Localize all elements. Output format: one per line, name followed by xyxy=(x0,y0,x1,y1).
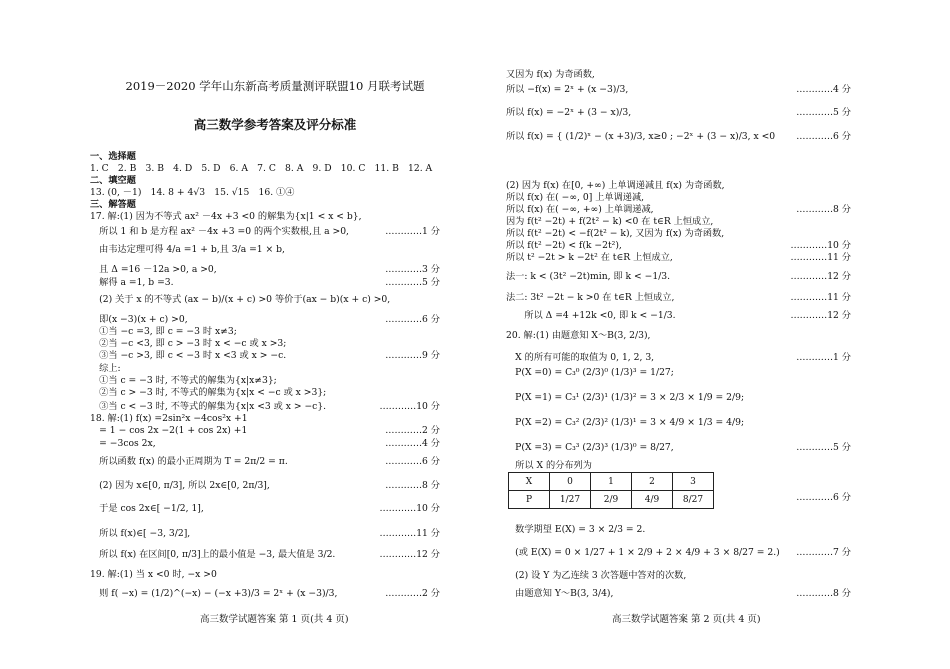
table-cell: 4/9 xyxy=(632,491,673,509)
line-text: 所以函数 f(x) 的最小正周期为 T = 2π/2 = π. xyxy=(90,456,288,467)
table-cell: 1 xyxy=(591,473,632,491)
table-row xyxy=(509,491,714,509)
line-text: 解得 a =1, b =3. xyxy=(90,277,174,288)
score-marker: …………11 分 xyxy=(790,252,851,263)
score-marker: …………4 分 xyxy=(796,84,851,95)
score-marker: …………8 分 xyxy=(385,480,440,491)
table-cell: 2/9 xyxy=(591,491,632,509)
score-marker: …………1 分 xyxy=(385,226,440,237)
line-text: 又因为 f(x) 为奇函数, xyxy=(506,69,595,80)
line-text: 所以 −f(x) = 2ˣ + (x −3)/3, xyxy=(506,84,629,95)
line-text: X 的所有可能的取值为 0, 1, 2, 3, xyxy=(506,352,655,363)
table-cell: X xyxy=(509,473,550,491)
line-text: ①当 −c =3, 即 c = −3 时 x≠3; xyxy=(90,326,237,337)
line-text: 所以 1 和 b 是方程 ax² －4x +3 =0 的两个实数根,且 a >0, xyxy=(90,226,349,237)
line-text: 综上: xyxy=(90,363,121,374)
score-marker: …………4 分 xyxy=(385,438,440,449)
line-text: 1. C 2. B 3. B 4. D 5. D 6. A 7. C 8. A 9. D 10. C 11. B 12. A xyxy=(90,163,433,174)
line-text: 一、选择题 xyxy=(90,151,136,162)
score-marker: …………10 分 xyxy=(379,401,440,412)
distribution-table xyxy=(508,472,714,509)
line-text: 数学期望 E(X) = 3 × 2/3 = 2. xyxy=(506,524,646,535)
line-text: 所以 f(x) 在区间[0, π/3]上的最小值是 −3, 最大值是 3/2. xyxy=(90,549,336,560)
line-text: (2) 设 Y 为乙连续 3 次答题中答对的次数, xyxy=(506,570,687,581)
line-text: P(X =2) = C₃² (2/3)² (1/3)¹ = 3 × 4/9 × 1/3 = 4/9; xyxy=(506,417,745,428)
line-text: 所以 t² −2t > k −2t² 在 t∈R 上恒成立, xyxy=(506,252,673,263)
score-marker: …………2 分 xyxy=(385,425,440,436)
line-text: 所以 f(t² −2t) < −f(2t² − k), 又因为 f(x) 为奇函数, xyxy=(506,228,725,239)
score-marker: …………10 分 xyxy=(790,240,851,251)
answer-key-subtitle: 高三数学参考答案及评分标准 xyxy=(193,117,357,132)
line-text: (2) 关于 x 的不等式 (ax − b)/(x + c) >0 等价于(ax − b)(x + c) >0, xyxy=(90,294,391,305)
line-text: (或 E(X) = 0 × 1/27 + 1 × 2/9 + 2 × 4/9 + 3 × 8/27 = 2.) xyxy=(506,547,780,558)
line-text: 法二: 3t² −2t − k >0 在 t∈R 上恒成立, xyxy=(506,292,675,303)
line-text: 法一: k < (3t² −2t)min, 即 k < −1/3. xyxy=(506,271,671,282)
line-text: 17. 解:(1) 因为不等式 ax² －4x +3 <0 的解集为{x|1 < x < b}, xyxy=(90,211,362,222)
line-text: ②当 −c <3, 即 c > −3 时 x < −c 或 x >3; xyxy=(90,338,287,349)
line-text: (2) 因为 f(x) 在[0, +∞) 上单调递减且 f(x) 为奇函数, xyxy=(506,180,725,191)
score-marker: …………8 分 xyxy=(796,204,851,215)
table-row xyxy=(509,473,714,491)
line-text: ②当 c > −3 时, 不等式的解集为{x|x < −c 或 x >3}; xyxy=(90,387,327,398)
line-text: 13. (0, －1) 14. 8 + 4√3 15. √15 16. ①④ xyxy=(90,187,295,198)
line-text: 由韦达定理可得 4/a =1 + b,且 3/a =1 × b, xyxy=(90,244,285,255)
table-cell: 8/27 xyxy=(673,491,714,509)
line-text: ③当 −c >3, 即 c < −3 时 x <3 或 x > −c. xyxy=(90,350,287,361)
score-marker: …………5 分 xyxy=(385,277,440,288)
page-footer-left: 高三数学试题答案 第 1 页(共 4 页) xyxy=(200,614,349,625)
table-cell: 3 xyxy=(673,473,714,491)
line-text: 所以 f(x)∈[ −3, 3/2], xyxy=(90,528,191,539)
score-marker: …………12 分 xyxy=(790,310,851,321)
score-marker: …………6 分 xyxy=(385,314,440,325)
score-marker: …………5 分 xyxy=(796,107,851,118)
line-text: 所以 f(x) = { (1/2)ˣ − (x +3)/3, x≥0 ; −2ˣ + (3 − x)/3, x <0 xyxy=(506,131,776,142)
score-marker: …………12 分 xyxy=(790,271,851,282)
score-marker: …………6 分 xyxy=(385,456,440,467)
table-cell: 1/27 xyxy=(550,491,591,509)
line-text: 20. 解:(1) 由题意知 X～B(3, 2/3), xyxy=(506,330,651,341)
line-text: 则 f( −x) = (1/2)^(−x) − (−x +3)/3 = 2ˣ + (x −3)/3, xyxy=(90,588,338,599)
table-cell: P xyxy=(509,491,550,509)
line-text: 且 Δ =16 －12a >0, a >0, xyxy=(90,264,217,275)
line-text: (2) 因为 x∈[0, π/3], 所以 2x∈[0, 2π/3], xyxy=(90,480,270,491)
line-text: ③当 c < −3 时, 不等式的解集为{x|x <3 或 x > −c}. xyxy=(90,401,327,412)
score-marker: …………6 分 xyxy=(796,492,851,503)
score-marker: …………7 分 xyxy=(796,547,851,558)
score-marker: …………2 分 xyxy=(385,588,440,599)
score-marker: …………8 分 xyxy=(796,588,851,599)
table-cell: 0 xyxy=(550,473,591,491)
line-text: 所以 f(x) 在( −∞, +∞) 上单调递减, xyxy=(506,204,654,215)
line-text: 所以 Δ =4 +12k <0, 即 k < −1/3. xyxy=(506,310,676,321)
score-marker: …………10 分 xyxy=(379,503,440,514)
line-text: P(X =3) = C₃³ (2/3)³ (1/3)⁰ = 8/27, xyxy=(506,442,674,453)
page-footer-right: 高三数学试题答案 第 2 页(共 4 页) xyxy=(612,614,761,625)
line-text: 19. 解:(1) 当 x <0 时, −x >0 xyxy=(90,569,217,580)
line-text: 因为 f(t² −2t) + f(2t² − k) <0 在 t∈R 上恒成立, xyxy=(506,216,714,227)
line-text: ①当 c = −3 时, 不等式的解集为{x|x≠3}; xyxy=(90,375,277,386)
score-marker: …………1 分 xyxy=(796,352,851,363)
line-text: = 1 − cos 2x −2(1 + cos 2x) +1 xyxy=(90,425,248,436)
line-text: P(X =1) = C₃¹ (2/3)¹ (1/3)² = 3 × 2/3 × 1/9 = 2/9; xyxy=(506,392,745,403)
line-text: 由题意知 Y～B(3, 3/4), xyxy=(506,588,614,599)
line-text: 所以 f(x) 在( −∞, 0] 上单调递减, xyxy=(506,192,645,203)
score-marker: …………3 分 xyxy=(385,264,440,275)
score-marker: …………11 分 xyxy=(379,528,440,539)
score-marker: …………12 分 xyxy=(379,549,440,560)
line-text: = −3cos 2x, xyxy=(90,438,156,449)
score-marker: …………5 分 xyxy=(796,442,851,453)
exam-title: 2019－2020 学年山东新高考质量测评联盟10 月联考试题 xyxy=(125,79,425,93)
score-marker: …………9 分 xyxy=(385,350,440,361)
table-cell: 2 xyxy=(632,473,673,491)
line-text: 所以 X 的分布列为 xyxy=(506,460,592,471)
score-marker: …………6 分 xyxy=(796,131,851,142)
line-text: P(X =0) = C₃⁰ (2/3)⁰ (1/3)³ = 1/27; xyxy=(506,367,674,378)
line-text: 二、填空题 xyxy=(90,175,136,186)
line-text: 三、解答题 xyxy=(90,199,136,210)
line-text: 所以 f(t² −2t) < f(k −2t²), xyxy=(506,240,622,251)
line-text: 所以 f(x) = −2ˣ + (3 − x)/3, xyxy=(506,107,632,118)
line-text: 18. 解:(1) f(x) =2sin²x −4cos²x +1 xyxy=(90,413,248,424)
score-marker: …………11 分 xyxy=(790,292,851,303)
line-text: 于是 cos 2x∈[ −1/2, 1], xyxy=(90,503,204,514)
line-text: 即(x −3)(x + c) >0, xyxy=(90,314,188,325)
